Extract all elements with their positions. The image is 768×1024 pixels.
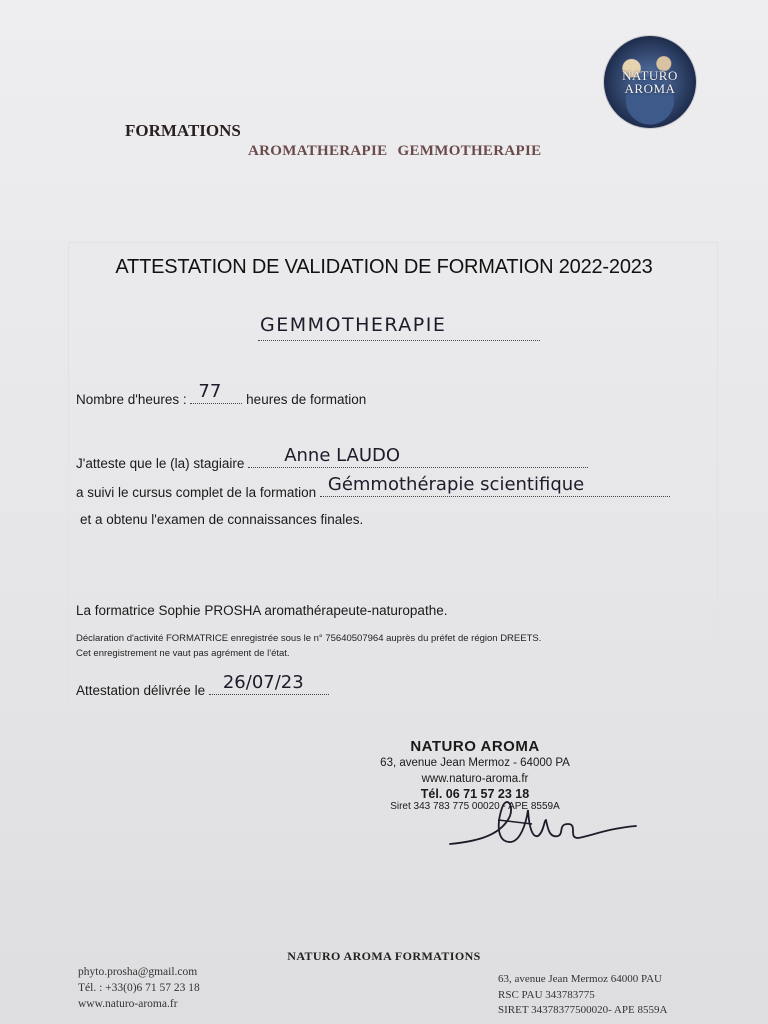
delivered-label: Attestation délivrée le <box>76 683 206 698</box>
trainer-line: La formatrice Sophie PROSHA aromathérapeute-naturopathe. <box>76 603 448 618</box>
hours-label: Nombre d'heures : <box>76 392 187 407</box>
declaration-line-1: Déclaration d'activité FORMATRICE enregistrée sous le n° 75640507964 auprès du préfet de région DREETS. <box>76 633 542 644</box>
hours-field <box>190 381 242 404</box>
hours-value: 77 <box>198 381 222 402</box>
logo-line-2: AROMA <box>624 81 676 96</box>
footer-title: NATURO AROMA FORMATIONS <box>287 949 481 963</box>
footer-address-line: 63, avenue Jean Mermoz 64000 PAU <box>498 973 662 985</box>
stamp-website: www.naturo-aroma.fr <box>421 773 529 785</box>
certificate-title: ATTESTATION DE VALIDATION DE FORMATION 2022-2023 <box>115 256 653 278</box>
footer-email: phyto.prosha@gmail.com <box>78 966 198 978</box>
delivered-date: 26/07/23 <box>222 672 304 693</box>
stamp-name: NATURO AROMA <box>410 738 540 755</box>
course-name-field <box>258 314 540 341</box>
footer-address <box>498 972 667 1019</box>
naturo-aroma-logo <box>604 36 696 128</box>
hours-suffix: heures de formation <box>246 392 367 407</box>
attest-label: J'atteste que le (la) stagiaire <box>76 456 245 471</box>
stamp-tel: Tél. 06 71 57 23 18 <box>420 787 530 801</box>
exam-line: et a obtenu l'examen de connaissances finales. <box>80 512 364 527</box>
stamp-siret: Siret 343 783 775 00020 - APE 8559A <box>390 801 560 812</box>
declaration-line-2: Cet enregistrement ne vaut pas agrément de l'état. <box>76 648 290 659</box>
course-name: GEMMOTHERAPIE <box>260 314 447 336</box>
stamp-address: 63, avenue Jean Mermoz - 64000 PA <box>380 757 570 769</box>
trainee-field <box>248 445 588 468</box>
header-subjects: AROMATHERAPIE GEMMOTHERAPIE <box>248 143 542 159</box>
date-field <box>209 672 329 695</box>
cursus-line <box>76 474 670 500</box>
footer-contact <box>78 964 200 1012</box>
formation-field <box>320 474 670 497</box>
cursus-label: a suivi le cursus complet de la formation <box>76 485 317 500</box>
hours-line <box>76 381 367 407</box>
delivered-line <box>76 672 329 698</box>
attest-line <box>76 445 588 471</box>
footer-siret: SIRET 34378377500020- APE 8559A <box>498 1004 668 1016</box>
trainee-name: Anne LAUDO <box>284 445 401 466</box>
footer-tel: Tél. : +33(0)6 71 57 23 18 <box>78 982 200 994</box>
header-formations: FORMATIONS <box>125 121 241 140</box>
logo-line-1: NATURO <box>622 68 678 83</box>
signature <box>440 786 640 856</box>
footer-rsc: RSC PAU 343783775 <box>498 988 595 1001</box>
formation-name: Gémmothérapie scientifique <box>327 474 585 495</box>
footer-web: www.naturo-aroma.fr <box>78 998 178 1010</box>
